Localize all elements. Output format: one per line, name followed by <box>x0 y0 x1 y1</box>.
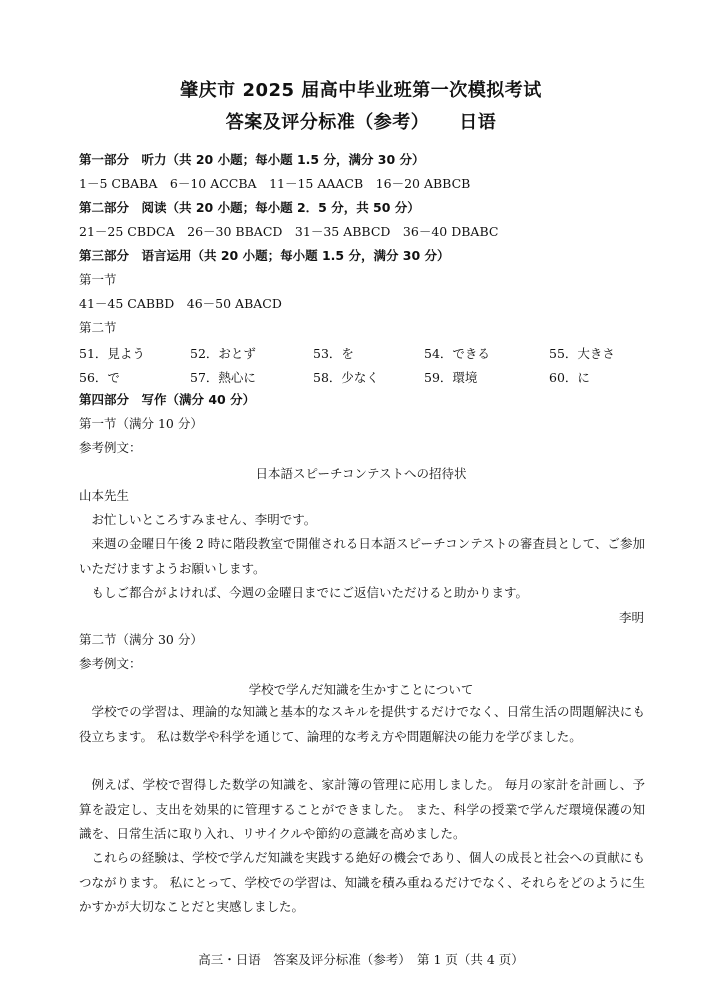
fill-answer-51: 51．見よう <box>79 346 145 361</box>
letter-signature: 李明 <box>618 610 644 625</box>
letter-paragraph-3: もしご都合がよければ、今週の金曜日までにご返信いただけると助かります。 <box>91 585 529 600</box>
part4-section1-label: 第一节（满分 10 分） <box>79 416 203 431</box>
part2-answers: 21－25 CBDCA 26－30 BBACD 31－35 ABBCD 36－40 DBABC <box>79 224 499 239</box>
part1-heading: 第一部分 听力（共 20 小题；每小题 1.5 分，满分 30 分） <box>79 152 425 167</box>
part3-section1-label: 第一节 <box>79 272 117 287</box>
fill-answer-54: 54．できる <box>424 346 490 361</box>
page-footer: 高三・日语 答案及评分标准（参考） 第 1 页（共 4 页） <box>198 952 524 967</box>
part4-section2-sample-label: 参考例文： <box>79 656 142 671</box>
essay-paragraph-1: 学校での学習は、理論的な知識と基本的なスキルを提供するだけでなく、日常生活の問題解決にも役立ちます。 私は数学や科学を通じて、論理的な考え方や問題解決の能力を学びました。 <box>79 704 645 744</box>
essay-title: 学校で学んだ知識を生かすことについて <box>248 682 474 697</box>
fill-answer-57: 57．熱心に <box>190 370 256 385</box>
fill-answer-58: 58．少なく <box>313 370 379 385</box>
subtitle-subject: 日语 <box>459 112 497 133</box>
part1-answers: 1－5 CBABA 6－10 ACCBA 11－15 AAACB 16－20 ABBCB <box>79 176 471 191</box>
letter-salutation: 山本先生 <box>79 488 130 503</box>
part2-heading: 第二部分 阅读（共 20 小题；每小题 2．5 分，共 50 分） <box>79 200 420 215</box>
fill-answer-60: 60．に <box>549 370 590 385</box>
letter-paragraph-2: 来週の金曜日午後 2 時に階段教室で開催される日本語スピーチコンテストの審査員として、ご参加いただけますようお願いします。 <box>79 536 645 576</box>
essay-paragraph-3: これらの経験は、学校で学んだ知識を実践する絶好の機会であり、個人の成長と社会への貢献にもつながります。 私にとって、学校での学習は、知識を積み重ねるだけでなく、それらをどのように生かすかが大切なことだと実感しました。 <box>79 850 645 914</box>
part4-section2-label: 第二节（满分 30 分） <box>79 632 203 647</box>
subtitle-answers-label: 答案及评分标准（参考） <box>225 112 430 133</box>
part4-heading: 第四部分 写作（满分 40 分） <box>79 392 256 407</box>
fill-answer-59: 59．環境 <box>424 370 478 385</box>
essay-paragraph-2: 例えば、学校で習得した数学の知識を、家計簿の管理に応用しました。 毎月の家計を計画し、予算を設定し、支出を効果的に管理することができました。 また、科学の授業で学んだ環境保護の知識を、日常生活に取り入れ、リサイクルや節約の意識を高めました。 <box>79 777 645 841</box>
exam-subtitle <box>0 108 722 134</box>
part3-section1-answers: 41－45 CABBD 46－50 ABACD <box>79 296 282 311</box>
part3-heading: 第三部分 语言运用（共 20 小题；每小题 1.5 分，满分 30 分） <box>79 248 450 263</box>
fill-answer-56: 56．で <box>79 370 120 385</box>
part4-section1-sample-label: 参考例文： <box>79 440 142 455</box>
fill-answer-52: 52．おとず <box>190 346 256 361</box>
fill-answer-55: 55．大きさ <box>549 346 615 361</box>
letter-title: 日本語スピーチコンテストへの招待状 <box>255 466 467 481</box>
exam-title: 肇庆市 2025 届高中毕业班第一次模拟考试 <box>180 80 542 101</box>
part3-section2-label: 第二节 <box>79 320 117 335</box>
letter-paragraph-1: お忙しいところすみません、李明です。 <box>91 512 317 527</box>
fill-answer-53: 53．を <box>313 346 354 361</box>
